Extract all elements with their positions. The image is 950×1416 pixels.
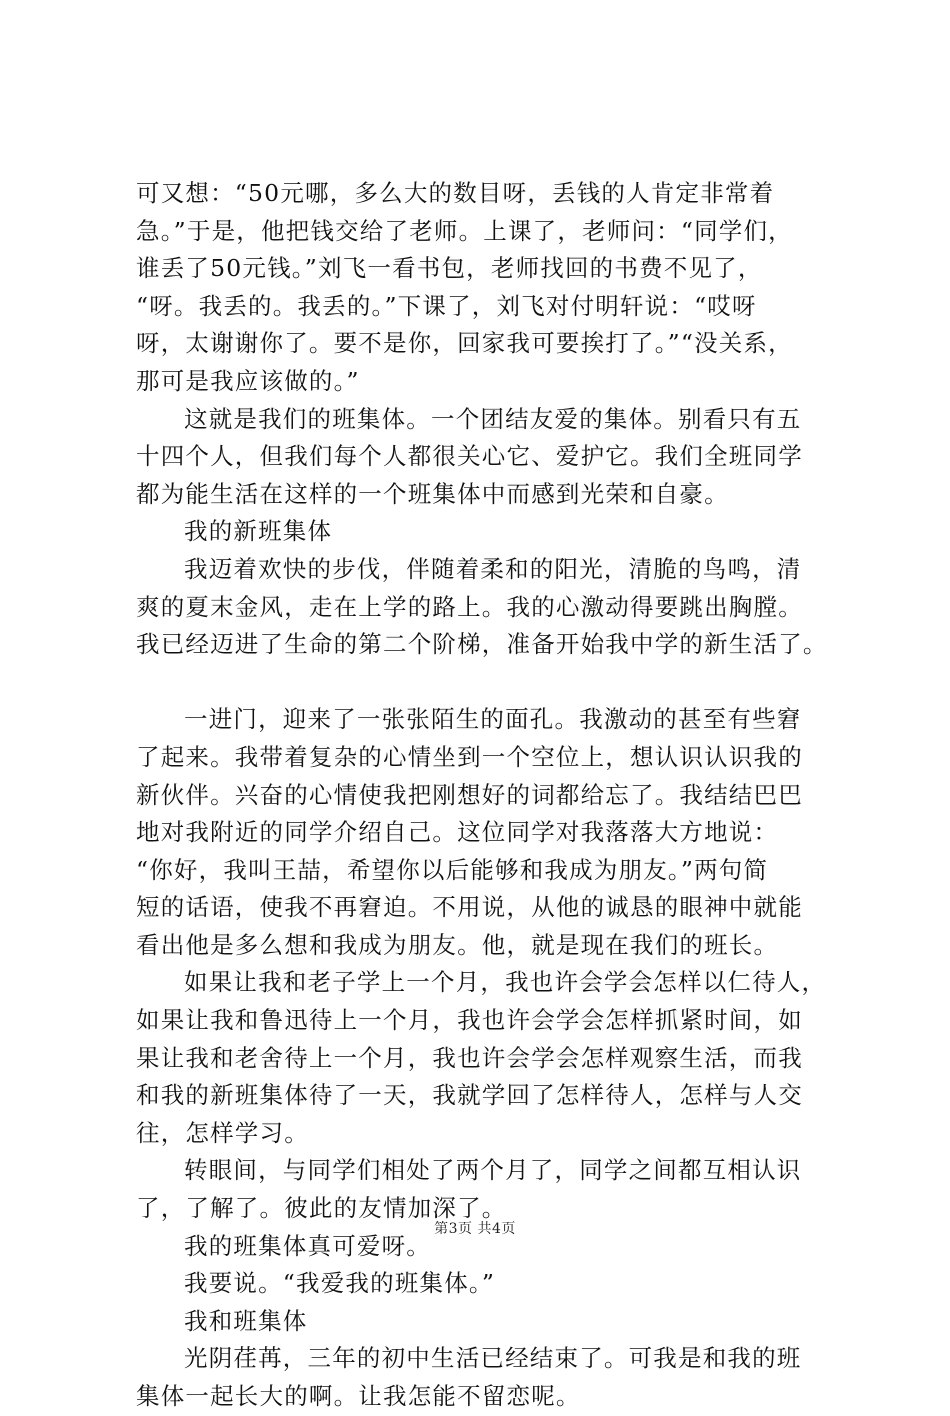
- page-footer: 第3页 共4页: [434, 1221, 516, 1237]
- text-line: 爽的夏末金风，走在上学的路上。我的心激动得要跳出胸膛。: [136, 592, 803, 621]
- text-line: 我要说。“我爱我的班集体。”: [184, 1269, 496, 1298]
- text-line: 如果让我和鲁迅待上一个月，我也许会学会怎样抓紧时间，如: [136, 1006, 803, 1035]
- text-line: 呀，太谢谢你了。要不是你，回家我可要挨打了。”“没关系，: [136, 329, 793, 358]
- text-line: 谁丢了50元钱。”刘飞一看书包，老师找回的书费不见了，: [136, 254, 763, 283]
- text-line: 了，了解了。彼此的友情加深了。: [136, 1194, 507, 1223]
- text-line: 如果让我和老子学上一个月，我也许会学会怎样以仁待人，: [184, 968, 827, 997]
- text-line: 十四个人，但我们每个人都很关心它、爱护它。我们全班同学: [136, 442, 803, 471]
- text-line: 一进门，迎来了一张张陌生的面孔。我激动的甚至有些窘: [184, 705, 802, 734]
- text-line: 急。”于是，他把钱交给了老师。上课了，老师问：“同学们，: [136, 216, 793, 245]
- text-line: 新伙伴。兴奋的心情使我把刚想好的词都给忘了。我结结巴巴: [136, 780, 803, 809]
- text-line: 这就是我们的班集体。一个团结友爱的集体。别看只有五: [184, 404, 802, 433]
- text-line: 都为能生活在这样的一个班集体中而感到光荣和自豪。: [136, 479, 729, 508]
- text-line: 看出他是多么想和我成为朋友。他，就是现在我们的班长。: [136, 930, 779, 959]
- blank-line: [136, 664, 848, 702]
- text-line: 集体一起长大的啊。让我怎能不留恋呢。: [136, 1382, 581, 1410]
- text-line: 可又想：“50元哪，多么大的数目呀，丢钱的人肯定非常着: [136, 179, 775, 207]
- text-line: 那可是我应该做的。”: [136, 366, 360, 395]
- text-line: 果让我和老舍待上一个月，我也许会学会怎样观察生活，而我: [136, 1043, 803, 1072]
- text-line: “呀。我丢的。我丢的。”下课了，刘飞对付明轩说：“哎呀: [136, 291, 757, 320]
- text-line: 我的新班集体: [184, 517, 333, 546]
- text-line: “你好，我叫王喆，希望你以后能够和我成为朋友。”两句简: [136, 855, 769, 884]
- text-line: 和我的新班集体待了一天，我就学回了怎样待人，怎样与人交: [136, 1081, 803, 1110]
- text-line: 我已经迈进了生命的第二个阶梯，准备开始我中学的新生活了。: [136, 630, 828, 659]
- text-line: 了起来。我带着复杂的心情坐到一个空位上，想认识认识我的: [136, 742, 803, 771]
- text-line: 光阴荏苒，三年的初中生活已经结束了。可我是和我的班: [184, 1344, 802, 1373]
- text-line: 我和班集体: [184, 1306, 308, 1335]
- text-line: 我迈着欢快的步伐，伴随着柔和的阳光，清脆的鸟鸣，清: [184, 554, 802, 583]
- text-line: 转眼间，与同学们相处了两个月了，同学之间都互相认识: [184, 1156, 802, 1185]
- text-line: 我的班集体真可爱呀。: [184, 1231, 431, 1260]
- text-line: 地对我附近的同学介绍自己。这位同学对我落落大方地说：: [136, 818, 779, 847]
- text-line: 往，怎样学习。: [136, 1118, 309, 1147]
- text-line: 短的话语，使我不再窘迫。不用说，从他的诚恳的眼神中就能: [136, 893, 803, 922]
